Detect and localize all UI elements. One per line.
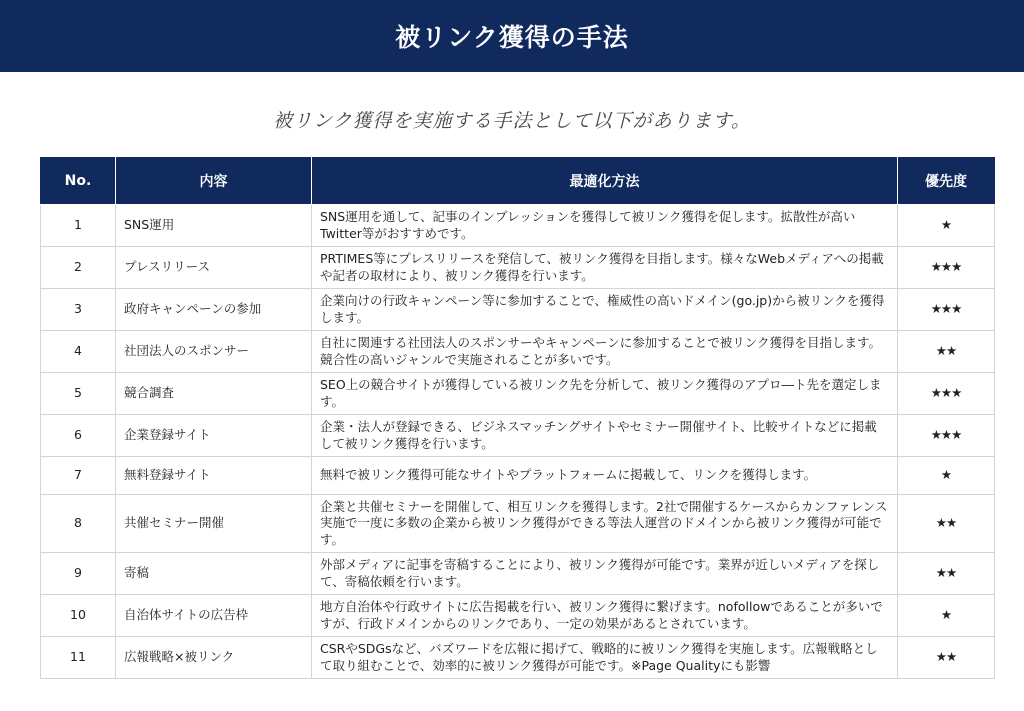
- row-number: 4: [41, 331, 116, 373]
- priority-stars: ★★★: [898, 289, 995, 331]
- priority-stars: ★★★: [898, 247, 995, 289]
- row-method: SEO上の競合サイトが獲得している被リンク先を分析して、被リンク獲得のアプロ―ト先を選定します。: [312, 373, 898, 415]
- row-number: 7: [41, 457, 116, 495]
- priority-stars: ★: [898, 457, 995, 495]
- priority-stars: ★★★: [898, 373, 995, 415]
- row-method: PRTIMES等にプレスリリースを発信して、被リンク獲得を目指します。様々なWebメディアへの掲載や記者の取材により、被リンク獲得を行います。: [312, 247, 898, 289]
- row-number: 5: [41, 373, 116, 415]
- row-method: 無料で被リンク獲得可能なサイトやプラットフォームに掲載して、リンクを獲得します。: [312, 457, 898, 495]
- title-banner: [0, 0, 1024, 72]
- row-number: 10: [41, 595, 116, 637]
- priority-stars: ★: [898, 595, 995, 637]
- priority-stars: ★★: [898, 331, 995, 373]
- row-number: 1: [41, 205, 116, 247]
- row-number: 6: [41, 415, 116, 457]
- column-header-content: 内容: [116, 158, 312, 205]
- table-row: [41, 595, 995, 637]
- row-number: 2: [41, 247, 116, 289]
- methods-table: [40, 157, 995, 679]
- row-title: SNS運用: [116, 205, 312, 247]
- column-header-no: No.: [41, 158, 116, 205]
- row-title: プレスリリース: [116, 247, 312, 289]
- row-number: 9: [41, 553, 116, 595]
- row-number: 3: [41, 289, 116, 331]
- row-number: 11: [41, 637, 116, 679]
- page-subtitle: 被リンク獲得を実施する手法として以下があります。: [272, 110, 752, 132]
- priority-stars: ★★: [898, 553, 995, 595]
- table-row: [41, 553, 995, 595]
- row-method: 地方自治体や行政サイトに広告掲載を行い、被リンク獲得に繋げます。nofollowであることが多いですが、行政ドメインからのリンクであり、一定の効果があるとされています。: [312, 595, 898, 637]
- table-row: [41, 457, 995, 495]
- table-row: [41, 205, 995, 247]
- priority-stars: ★★★: [898, 415, 995, 457]
- row-title: 自治体サイトの広告枠: [116, 595, 312, 637]
- row-method: SNS運用を通して、記事のインプレッションを獲得して被リンク獲得を促します。拡散性が高いTwitter等がおすすめです。: [312, 205, 898, 247]
- row-title: 広報戦略×被リンク: [116, 637, 312, 679]
- row-method: 企業向けの行政キャンペーン等に参加することで、権威性の高いドメイン(go.jp)から被リンクを獲得します。: [312, 289, 898, 331]
- row-title: 共催セミナー開催: [116, 495, 312, 553]
- row-method: 自社に関連する社団法人のスポンサーやキャンペーンに参加することで被リンク獲得を目指します。競合性の高いジャンルで実施されることが多いです。: [312, 331, 898, 373]
- priority-stars: ★: [898, 205, 995, 247]
- table-row: [41, 415, 995, 457]
- table-header-row: [41, 158, 995, 205]
- row-title: 社団法人のスポンサー: [116, 331, 312, 373]
- column-header-method: 最適化方法: [312, 158, 898, 205]
- column-header-priority: 優先度: [898, 158, 995, 205]
- row-title: 政府キャンペーンの参加: [116, 289, 312, 331]
- table-row: [41, 289, 995, 331]
- row-title: 寄稿: [116, 553, 312, 595]
- priority-stars: ★★: [898, 637, 995, 679]
- priority-stars: ★★: [898, 495, 995, 553]
- page-title: 被リンク獲得の手法: [395, 23, 629, 52]
- row-method: 企業・法人が登録できる、ビジネスマッチングサイトやセミナー開催サイト、比較サイトなどに掲載して被リンク獲得を行います。: [312, 415, 898, 457]
- row-method: CSRやSDGsなど、バズワードを広報に掲げて、戦略的に被リンク獲得を実施します。広報戦略として取り組むことで、効率的に被リンク獲得が可能です。※Page Qualityにも影響: [312, 637, 898, 679]
- row-title: 競合調査: [116, 373, 312, 415]
- row-method: 企業と共催セミナーを開催して、相互リンクを獲得します。2社で開催するケースからカンファレンス実施で一度に多数の企業から被リンク獲得ができる等法人運営のドメインから被リンク獲得が可能です。: [312, 495, 898, 553]
- row-number: 8: [41, 495, 116, 553]
- table-row: [41, 495, 995, 553]
- table-row: [41, 373, 995, 415]
- row-method: 外部メディアに記事を寄稿することにより、被リンク獲得が可能です。業界が近しいメディアを探して、寄稿依頼を行います。: [312, 553, 898, 595]
- table-row: [41, 247, 995, 289]
- table-row: [41, 637, 995, 679]
- row-title: 無料登録サイト: [116, 457, 312, 495]
- table-row: [41, 331, 995, 373]
- row-title: 企業登録サイト: [116, 415, 312, 457]
